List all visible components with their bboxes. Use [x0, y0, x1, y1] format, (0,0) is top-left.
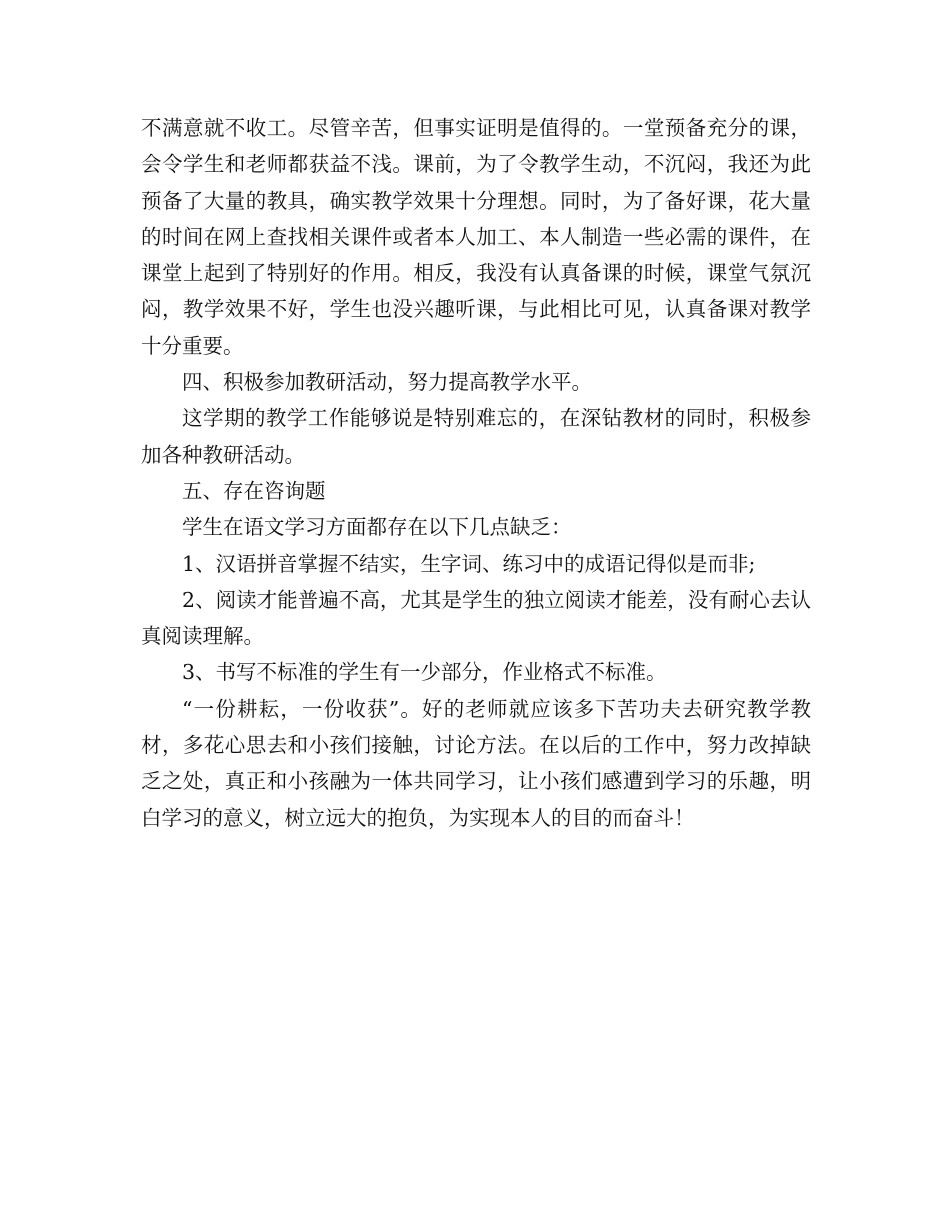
- paragraph-problems-intro: 学生在语文学习方面都存在以下几点缺乏：: [182, 515, 572, 540]
- heading-teaching-research: 四、积极参加教研活动，努力提高教学水平。: [182, 370, 592, 395]
- paragraph-teaching-research: 这学期的教学工作能够说是特别难忘的，在深钻教材的同时，积极参加各种教研活动。: [141, 406, 811, 467]
- list-item-reading: 2、阅读才能普遍不高，尤其是学生的独立阅读才能差，没有耐心去认真阅读理解。: [141, 587, 811, 649]
- paragraph-conclusion: “一份耕耘，一份收获”。好的老师就应该多下苦功夫去研究教学教材，多花心思去和小孩们接触，讨论方法。在以后的工作中，努力改掉缺乏之处，真正和小孩融为一体共同学习，让小孩们感遭到学习的乐趣，明白学习的意义，树立远大的抱负，为实现本人的目的而奋斗！: [141, 696, 811, 830]
- list-item-writing: 3、书写不标准的学生有一少部分，作业格式不标准。: [182, 660, 667, 685]
- list-item-pinyin: 1、汉语拼音掌握不结实，生字词、练习中的成语记得似是而非;: [182, 551, 756, 576]
- document-body: [141, 110, 811, 836]
- paragraph-lesson-preparation: 不满意就不收工。尽管辛苦，但事实证明是值得的。一堂预备充分的课，会令学生和老师都获益不浅。课前，为了令教学生动，不沉闷，我还为此预备了大量的教具，确实教学效果十分理想。同时，为了备好课，花大量的时间在网上查找相关课件或者本人加工、本人制造一些必需的课件，在课堂上起到了特别好的作用。相反，我没有认真备课的时候，课堂气氛沉闷，教学效果不好，学生也没兴趣听课，与此相比可见，认真备课对教学十分重要。: [141, 116, 811, 358]
- heading-existing-problems: 五、存在咨询题: [182, 478, 326, 503]
